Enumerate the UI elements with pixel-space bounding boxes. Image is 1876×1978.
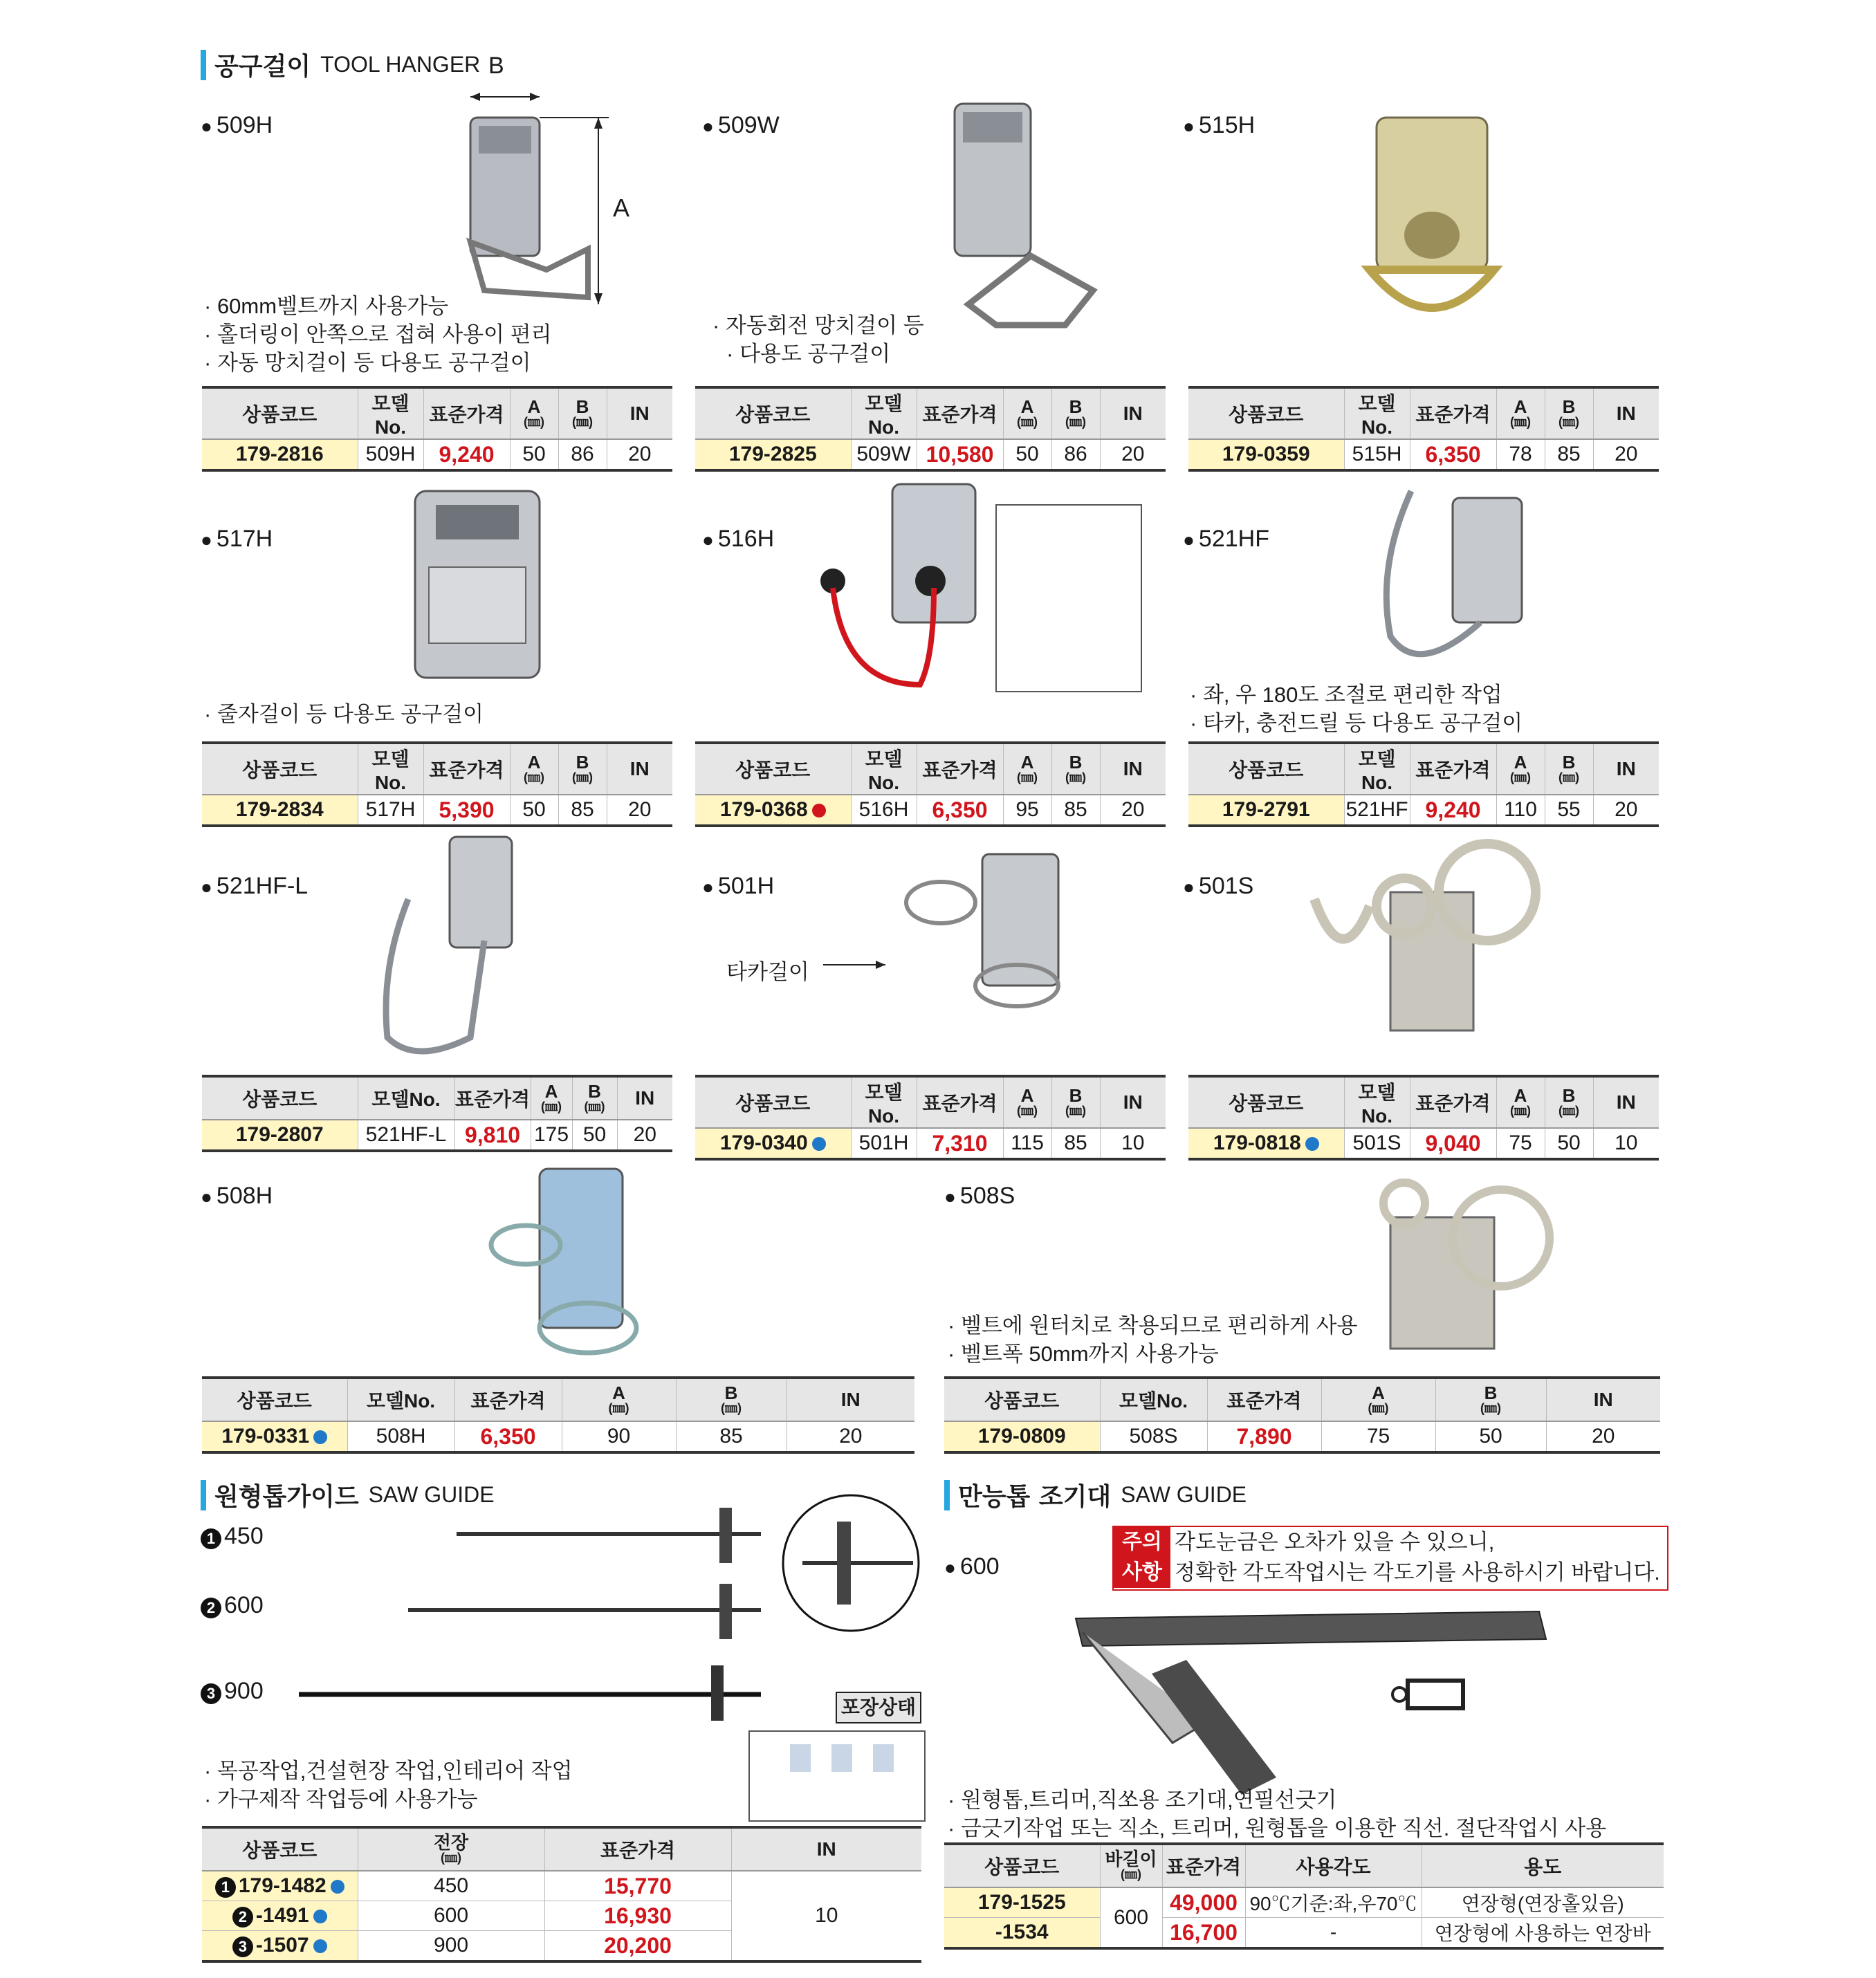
spec-table-508s: 상품코드 모델No. 표준가격 A (㎜) B (㎜) IN 179-0809 508S 7,890 75 50 20 [944, 1376, 1660, 1454]
table-row: 179-0340 501H 7,310 115 85 10 [695, 1128, 1166, 1159]
spec-table-521hf: 상품코드 모델No. 표준가격 A (㎜) B (㎜) IN 179-2791 521HF 9,240 110 55 20 [1188, 741, 1659, 827]
table-row: -1534 16,700 - 연장형에 사용하는 연장바 [944, 1918, 1664, 1949]
spec-table-509h: 상품코드 모델No. 표준가격 A (㎜) B (㎜) IN 179-2816 509H 9,240 50 86 20 [202, 386, 672, 472]
blue-dot-icon [313, 1430, 327, 1444]
product-name: ● 509H [201, 112, 273, 138]
product-name: ● 509W [702, 112, 780, 138]
table-row: 179-2791 521HF 9,240 110 55 20 [1188, 795, 1659, 826]
product-name: ● 516H [702, 526, 775, 552]
section-title-tool-hanger [201, 47, 480, 82]
product-description-517h: · 줄자걸이 등 다용도 공구걸이 [204, 700, 484, 728]
saw-guide-item: 3 900 [201, 1678, 264, 1705]
arrow-right-icon [823, 954, 892, 975]
section-title-kr: 공구걸이 [214, 53, 311, 81]
table-row: 179-0359 515H 6,350 78 85 20 [1188, 439, 1659, 470]
product-name: ● 521HF [1183, 526, 1269, 552]
package-image [748, 1730, 926, 1822]
product-image-515h [1356, 111, 1515, 346]
product-name: ● 521HF-L [201, 873, 309, 899]
product-name: ● 501H [702, 873, 775, 899]
product-image-509h [443, 69, 650, 311]
accent-bar [944, 1480, 950, 1510]
spec-table-501h: 상품코드 모델No. 표준가격 A (㎜) B (㎜) IN 179-0340 501H 7,310 115 85 10 [695, 1075, 1166, 1161]
saw-guide-description: · 목공작업,건설현장 작업,인테리어 작업 · 가구제작 작업등에 사용가능 [204, 1757, 573, 1813]
spec-table-universal-saw-guide: 상품코드 바길이 (㎜) 표준가격 사용각도 용도 179-1525 600 49,000 90℃기준:좌,우70℃ 연장형(연장홀있음) -1534 16,700 - 연장형에 사용하는 연장바 [944, 1842, 1664, 1950]
spec-table-515h: 상품코드 모델No. 표준가격 A (㎜) B (㎜) IN 179-0359 515H 6,350 78 85 20 [1188, 386, 1659, 472]
product-name: ● 508H [201, 1183, 273, 1209]
blue-dot-icon [812, 1137, 826, 1151]
section-title-en: TOOL HANGER [320, 52, 481, 77]
product-name: ● 508S [944, 1183, 1015, 1209]
blue-dot-icon [313, 1939, 327, 1953]
red-dot-icon [812, 804, 826, 817]
spec-table-517h: 상품코드 모델No. 표준가격 A (㎜) B (㎜) IN 179-2834 517H 5,390 50 85 20 [202, 741, 672, 827]
table-row: 1 179-1482 450 15,770 10 [202, 1871, 921, 1901]
spec-table-508h: 상품코드 모델No. 표준가격 A (㎜) B (㎜) IN 179-0331 508H 6,350 90 85 20 [202, 1376, 914, 1454]
accent-bar [201, 1480, 206, 1510]
product-description-508s: · 벨트에 원터치로 착용되므로 편리하게 사용 · 벨트폭 50mm까지 사용가능 [948, 1311, 1357, 1368]
product-description-509h: · 60mm벨트까지 사용가능 · 홀더링이 안쪽으로 접혀 사용이 편리 · 자동 망치걸이 등 다용도 공구걸이 [204, 292, 552, 377]
blue-dot-icon [313, 1910, 327, 1923]
blue-dot-icon [1305, 1137, 1319, 1151]
table-row: 179-2816 509H 9,240 50 86 20 [202, 439, 672, 470]
table-row: 179-2834 517H 5,390 50 85 20 [202, 795, 672, 826]
spec-table-521hf-l: 상품코드 모델No. 표준가격 A (㎜) B (㎜) IN 179-2807 521HF-L 9,810 175 50 20 [202, 1075, 672, 1152]
product-image-509w [941, 97, 1114, 346]
accent-bar [201, 50, 206, 80]
spec-table-516h: 상품코드 모델No. 표준가격 A (㎜) B (㎜) IN 179-0368 516H 6,350 95 85 20 [695, 741, 1166, 827]
blue-dot-icon [331, 1880, 344, 1894]
product-image-508s [1363, 1176, 1570, 1356]
saw-guide-image [291, 1494, 927, 1722]
universal-saw-guide-image [1069, 1605, 1553, 1798]
table-row: 179-0331 508H 6,350 90 85 20 [202, 1421, 914, 1452]
section-title-universal-saw-guide: 만능톱 조기대 SAW GUIDE [944, 1477, 1247, 1513]
product-name: ● 515H [1183, 112, 1256, 138]
table-row: 179-2807 521HF-L 9,810 175 50 20 [202, 1120, 672, 1151]
product-description-509w: · 자동회전 망치걸이 등 · 다용도 공구걸이 [712, 311, 924, 368]
table-row: 179-0818 501S 9,040 75 50 10 [1188, 1128, 1659, 1159]
product-name: ● 600 [944, 1553, 1000, 1580]
table-row: 3 -1507 900 20,200 [202, 1931, 921, 1962]
product-image-501s [1300, 837, 1563, 1044]
saw-guide-item: 1 450 [201, 1523, 264, 1550]
table-row: 179-0809 508S 7,890 75 50 20 [944, 1421, 1660, 1452]
product-image-521hf [1363, 484, 1529, 692]
universal-saw-guide-description: · 원형톱,트리머,직쏘용 조기대,연필선긋기 · 금긋기작업 또는 직소, 트리머, 원형톱을 이용한 직선. 절단작업시 사용 [948, 1786, 1606, 1842]
product-image-521hf-l [374, 830, 526, 1065]
table-row: 179-2825 509W 10,580 50 86 20 [695, 439, 1166, 470]
product-image-517h [408, 484, 546, 685]
table-row: 2 -1491 600 16,930 [202, 1901, 921, 1931]
section-title-circular-saw-guide: 원형톱가이드 SAW GUIDE [201, 1477, 495, 1513]
product-image-516h [816, 477, 1148, 699]
table-row: 179-0368 516H 6,350 95 85 20 [695, 795, 1166, 826]
product-description-521hf: · 좌, 우 180도 조절로 편리한 작업 · 타카, 충전드릴 등 다용도 공구걸이 [1190, 681, 1523, 737]
dimension-b-label: B [488, 53, 504, 79]
taka-hook-label: 타카걸이 [726, 960, 809, 984]
table-row: 179-1525 600 49,000 90℃기준:좌,우70℃ 연장형(연장홀있음) [944, 1887, 1664, 1918]
caution-note: 주의 사항 각도눈금은 오차가 있을 수 있으니, 정확한 각도작업시는 각도기를 사용하시기 바랍니다. [1112, 1526, 1668, 1591]
saw-guide-item: 2 600 [201, 1592, 264, 1619]
package-state-label: 포장상태 [836, 1692, 921, 1723]
product-name: ● 501S [1183, 873, 1254, 899]
spec-table-501s: 상품코드 모델No. 표준가격 A (㎜) B (㎜) IN 179-0818 501S 9,040 75 50 10 [1188, 1075, 1659, 1161]
product-image-508h [484, 1162, 664, 1362]
dimension-a-label: A [613, 194, 630, 222]
product-image-501h [892, 847, 1093, 1013]
spec-table-saw-guide: 상품코드 전장 (㎜) 표준가격 IN 1 179-1482 450 15,770 10 2 -1491 600 16,930 3 -1507 900 20,200 [202, 1826, 921, 1963]
product-name: ● 517H [201, 526, 273, 552]
spec-table-509w: 상품코드 모델No. 표준가격 A (㎜) B (㎜) IN 179-2825 509W 10,580 50 86 20 [695, 386, 1166, 472]
